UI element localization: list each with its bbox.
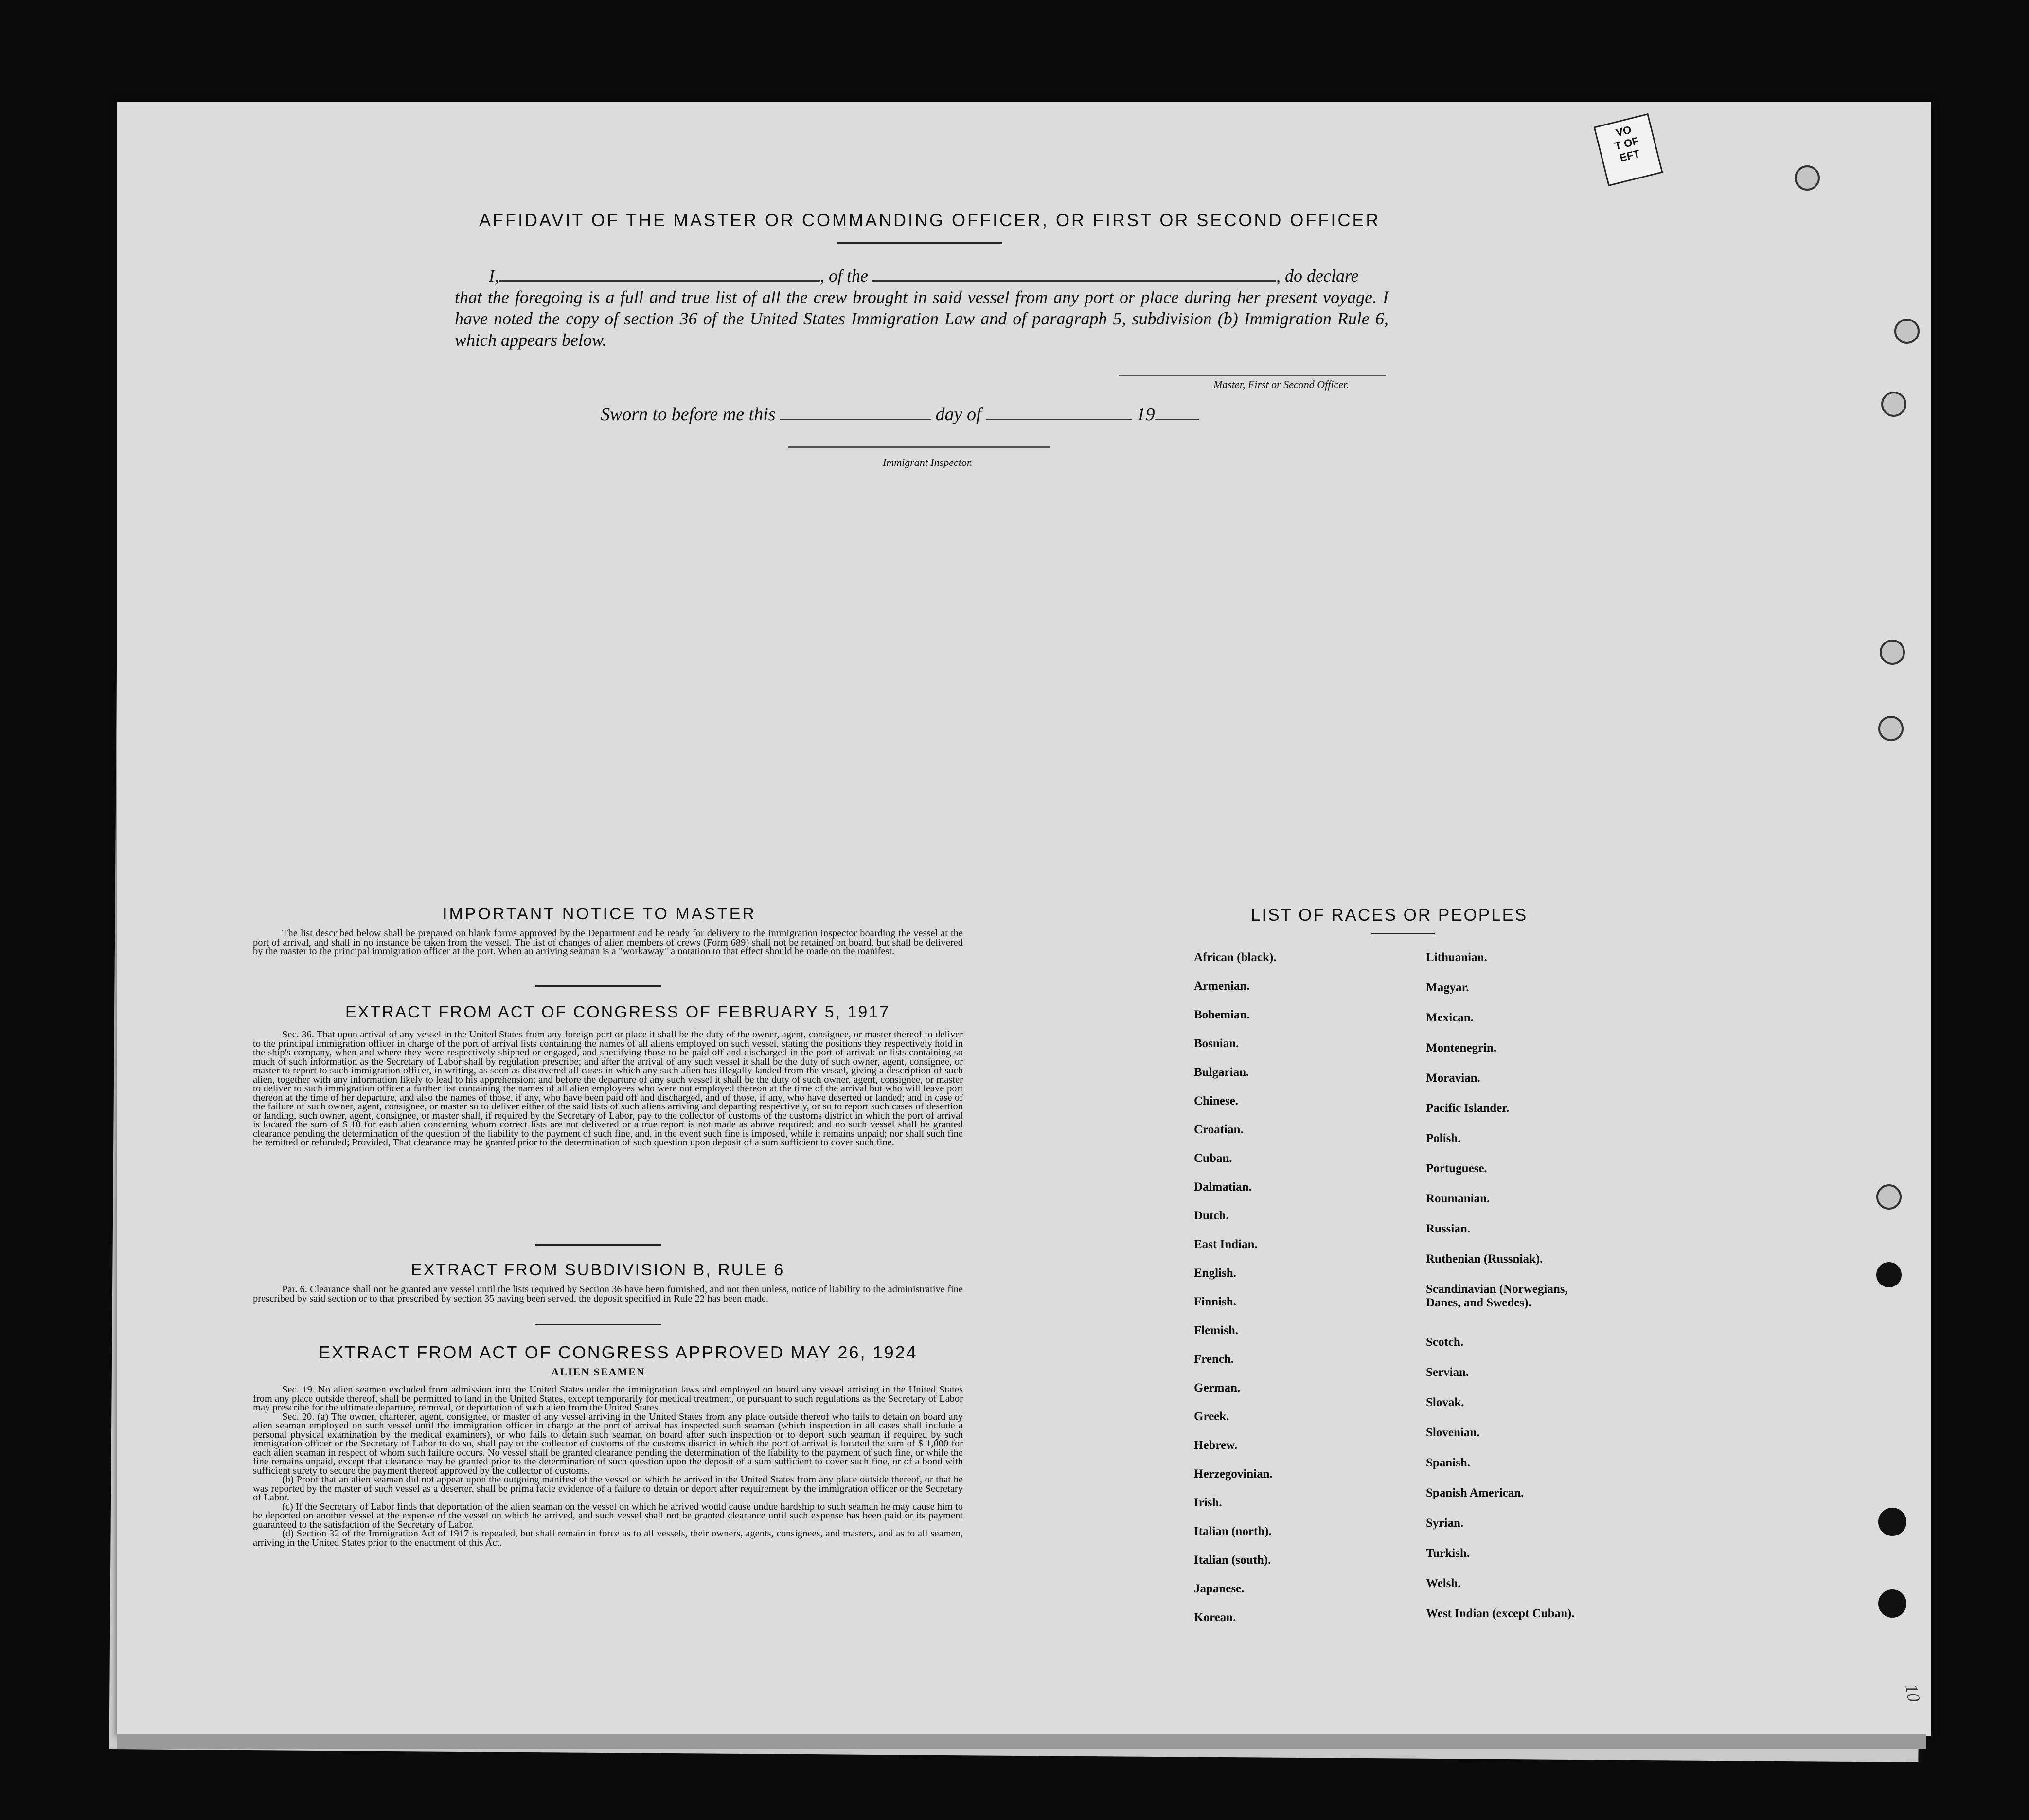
sec-20b-paragraph: (b) Proof that an alien seaman did not appear upon the outgoing manifest of the vessel on which he arrived in the United States from any place outside thereof, or that he was reported by the master of such vessel as a deserter, shall be prima facie evidence of a failure to detain or deport after requirement by the immigration officer or the Secretary of Labor. xyxy=(253,1474,963,1503)
margin-note: 10 xyxy=(1902,1682,1924,1704)
sworn-day-blank xyxy=(780,419,931,420)
tab-marker-text: VO T OF EFT xyxy=(1613,123,1641,164)
extract-1917-rule xyxy=(535,1244,661,1246)
page-edge xyxy=(117,1734,1926,1749)
binder-hole xyxy=(1881,392,1906,417)
signature-line xyxy=(1119,375,1386,376)
race-item: Turkish. xyxy=(1426,1546,1470,1560)
sworn-line xyxy=(601,404,1199,425)
race-item: Slovak. xyxy=(1426,1395,1464,1409)
sec-20a-paragraph: Sec. 20. (a) The owner, charterer, agent, consignee, or master of any vessel arriving in the United States from any place outside thereof who fails to detain on board any alien seaman employed on such vessel until the immigration officer in charge at the port of arrival has inspected such seaman (which inspection in all cases shall include a personal physical examination by the medical examiners), or who fails to detain such seaman on board after such inspection or to deport such seaman if required by such immigration officer or the Secretary of Labor to do so, shall pay to the collector of customs of the customs district in which the port of arrival is located the sum of $ 1,000 for each alien seaman in respect of whom such failure occurs. No vessel shall be granted clearance pending the determination of the liability to the payment of such fine, or while the fine remains unpaid, except that clearance may be granted prior to the determination of such question upon the deposit of a sum sufficient to cover such fine, or of a bond with sufficient surety to secure the payment thereof approved by the collector of customs. xyxy=(253,1411,963,1476)
affidavit-text xyxy=(455,265,1388,351)
affidavit-declare: , do declare xyxy=(1276,266,1359,285)
binder-hole xyxy=(1880,640,1905,665)
sworn-day-of: day of xyxy=(935,404,981,425)
race-item: French. xyxy=(1194,1353,1234,1366)
extract-1924-title: EXTRACT FROM ACT OF CONGRESS APPROVED MAY 26, 1924 xyxy=(319,1342,918,1362)
affidavit-body: that the foregoing is a full and true list of all the crew brought in said vessel from any port or place during her present voyage. I have noted the copy of section 36 of the United States Immigration Law and of paragraph 5, subdivision (b) Immigration Rule 6, which appears below. xyxy=(455,287,1388,350)
race-item: Cuban. xyxy=(1194,1152,1232,1165)
race-item: Syrian. xyxy=(1426,1516,1464,1530)
extract-rule6-title: EXTRACT FROM SUBDIVISION B, RULE 6 xyxy=(411,1261,785,1279)
notice-text xyxy=(253,929,963,956)
sec-20d-paragraph: (d) Section 32 of the Immigration Act of 1917 is repealed, but shall remain in force as to all vessels, their owners, agents, consignees, and masters, and as to all seamen, arriving in the United States prior to the enactment of this Act. xyxy=(253,1528,963,1548)
race-item: Japanese. xyxy=(1194,1582,1245,1595)
race-item: Scandinavian (Norwegians, Danes, and Swedes). xyxy=(1426,1283,1568,1309)
race-item: Spanish American. xyxy=(1426,1486,1524,1499)
races-rule xyxy=(1371,933,1435,934)
binder-hole xyxy=(1878,1589,1906,1618)
race-item: Herzegovinian. xyxy=(1194,1467,1273,1481)
signature-caption: Master, First or Second Officer. xyxy=(1213,378,1349,391)
race-item: Bosnian. xyxy=(1194,1037,1239,1050)
sworn-year: 19 xyxy=(1136,404,1155,425)
sworn-month-blank xyxy=(986,419,1132,420)
race-item: Croatian. xyxy=(1194,1123,1244,1136)
race-item: Montenegrin. xyxy=(1426,1041,1497,1054)
title-rule xyxy=(837,242,1002,244)
race-item: Servian. xyxy=(1426,1365,1469,1379)
par-6-paragraph: Par. 6. Clearance shall not be granted any vessel until the lists required by Section 36 have been furnished, and not then unless, notice of liability to the administrative fine prescribed by said section or to that prescribed by section 35 having been served, the deposit specified in Rule 22 has been made. xyxy=(253,1284,963,1304)
sec-19-paragraph: Sec. 19. No alien seamen excluded from admission into the United States under the immigration laws and employed on board any vessel arriving in the United States from any place outside thereof, shall be permitted to land in the United States, except temporarily for medical treatment, or pursuant to such regulations as the Secretary of Labor may prescribe for the ultimate departure, removal, or deportation of such alien from the United States. xyxy=(253,1384,963,1413)
race-item: Roumanian. xyxy=(1426,1192,1490,1205)
race-item: Russian. xyxy=(1426,1222,1471,1235)
race-item: Korean. xyxy=(1194,1611,1236,1624)
race-item: Armenian. xyxy=(1194,980,1250,993)
binder-hole xyxy=(1878,1508,1906,1536)
notice-title: IMPORTANT NOTICE TO MASTER xyxy=(443,905,756,923)
extract-1917-text xyxy=(253,1030,963,1147)
vessel-blank xyxy=(872,280,1276,282)
binder-hole xyxy=(1795,165,1820,191)
affidavit-title: AFFIDAVIT OF THE MASTER OR COMMANDING OFFICER, OR FIRST OR SECOND OFFICER xyxy=(479,210,1381,230)
name-blank xyxy=(499,280,820,282)
affidavit-of-the: , of the xyxy=(820,266,868,285)
race-item: Bulgarian. xyxy=(1194,1066,1249,1079)
race-item: Ruthenian (Russniak). xyxy=(1426,1252,1543,1266)
race-item: German. xyxy=(1194,1381,1241,1394)
race-item: Greek. xyxy=(1194,1410,1229,1423)
race-item: Portuguese. xyxy=(1426,1162,1487,1175)
race-item: Scotch. xyxy=(1426,1335,1464,1349)
sworn-text: Sworn to before me this xyxy=(601,404,776,425)
race-item: Slovenian. xyxy=(1426,1426,1480,1439)
race-item: Pacific Islander. xyxy=(1426,1102,1510,1115)
race-item: Polish. xyxy=(1426,1132,1461,1145)
extract-rule6-rule xyxy=(535,1324,661,1325)
notice-rule xyxy=(535,985,661,987)
race-item: Welsh. xyxy=(1426,1576,1461,1590)
race-item: Italian (south). xyxy=(1194,1553,1271,1567)
race-item: Bohemian. xyxy=(1194,1008,1250,1021)
race-item: Finnish. xyxy=(1194,1295,1236,1308)
sec-20c-paragraph: (c) If the Secretary of Labor finds that deportation of the alien seaman on the vessel on which he arrived would cause undue hardship to such seaman he may cause him to be deported on another vessel at the expense of the vessel on which he arrived, and such vessel shall not be granted clearance until such expense has been paid or its payment guaranteed to the satisfaction of the Secretary of Labor. xyxy=(253,1501,963,1530)
race-item: Mexican. xyxy=(1426,1011,1474,1024)
race-item: Hebrew. xyxy=(1194,1439,1238,1452)
sec-36-paragraph: Sec. 36. That upon arrival of any vessel in the United States from any foreign port or place it shall be the duty of the owner, agent, consignee, or master thereof to deliver to the principal immigration officer in charge of the port of arrival lists containing the names of all aliens employed on such vessel, stating the positions they respectively hold in the ship's company, when and where they were respectively shipped or engaged, and specifying those to be paid off and discharged in the port of arrival; or lists containing so much of such information as the Secretary of Labor shall by regulation prescribe; and after the arrival of any such vessel it shall be the duty of such owner, agent, consignee, or master to report to such immigration officer, in writing, as soon as discovered all cases in which any such alien has illegally landed from the vessel, giving a description of such alien, together with any information likely to lead to his apprehension; and before the departure of any such vessel it shall be the duty of such owner, agent, consignee, or master to deliver to such immigration officer a further list containing the names of all alien employees who were not employed thereon at the time of the arrival but who will leave port thereon at the time of her departure, and also the names of those, if any, who have been paid off and discharged, and of those, if any, who have deserted or landed; and in case of the failure of such owner, agent, consignee, or master so to deliver either of the said lists of such aliens arriving and departing respectively, or so to report such cases of desertion or landing, such owner, agent, consignee, or master shall, if required by the Secretary of Labor, pay to the collector of customs of the customs district in which the port of arrival is located the sum of $ 10 for each alien concerning whom correct lists are not delivered or a true report is not made as above required; and no such vessel shall be granted clearance pending the determination of the question of the liability to the payment of such fine, and, in the event such fine is imposed, while it remains unpaid; nor shall such fine be remitted or refunded; Provided, That clearance may be granted prior to the determination of such question upon deposit of a sum sufficient to cover such fine. xyxy=(253,1029,963,1148)
binder-hole xyxy=(1894,319,1920,344)
binder-hole xyxy=(1876,1184,1902,1210)
race-item: Dutch. xyxy=(1194,1209,1229,1222)
race-item: Dalmatian. xyxy=(1194,1180,1252,1194)
race-item: Flemish. xyxy=(1194,1324,1238,1337)
race-item: Irish. xyxy=(1194,1496,1222,1509)
notice-paragraph: The list described below shall be prepared on blank forms approved by the Department and be ready for delivery to the immigration inspector boarding the vessel at the port of arrival, and shall in no instance be taken from the vessel. The list of changes of alien members of crews (Form 689) shall not be retained on board, but shall be delivered by the master to the principal immigration officer at the port. When an arriving seaman is a "workaway" a notation to that effect should be made on the manifest. xyxy=(253,928,963,957)
race-item: African (black). xyxy=(1194,951,1277,964)
race-item: West Indian (except Cuban). xyxy=(1426,1606,1575,1620)
race-item: Magyar. xyxy=(1426,981,1469,994)
race-item: Moravian. xyxy=(1426,1071,1480,1085)
race-item: Chinese. xyxy=(1194,1094,1238,1107)
races-title: LIST OF RACES OR PEOPLES xyxy=(1251,906,1528,925)
extract-1924-text xyxy=(253,1385,963,1547)
affidavit-line1 xyxy=(455,265,1388,286)
inspector-line xyxy=(788,446,1050,448)
race-item: Lithuanian. xyxy=(1426,951,1487,964)
alien-seamen-heading: ALIEN SEAMEN xyxy=(551,1366,645,1378)
race-item: Italian (north). xyxy=(1194,1525,1272,1538)
extract-1917-title: EXTRACT FROM ACT OF CONGRESS OF FEBRUARY 5, 1917 xyxy=(345,1003,890,1021)
extract-rule6-text xyxy=(253,1285,963,1303)
inspector-caption: Immigrant Inspector. xyxy=(883,456,973,468)
race-item: Spanish. xyxy=(1426,1456,1471,1469)
binder-hole xyxy=(1876,1262,1902,1287)
sworn-year-blank xyxy=(1155,419,1199,420)
affidavit-i: I, xyxy=(489,266,499,285)
binder-hole xyxy=(1878,716,1904,741)
race-item: English. xyxy=(1194,1267,1236,1280)
race-item: East Indian. xyxy=(1194,1238,1258,1251)
